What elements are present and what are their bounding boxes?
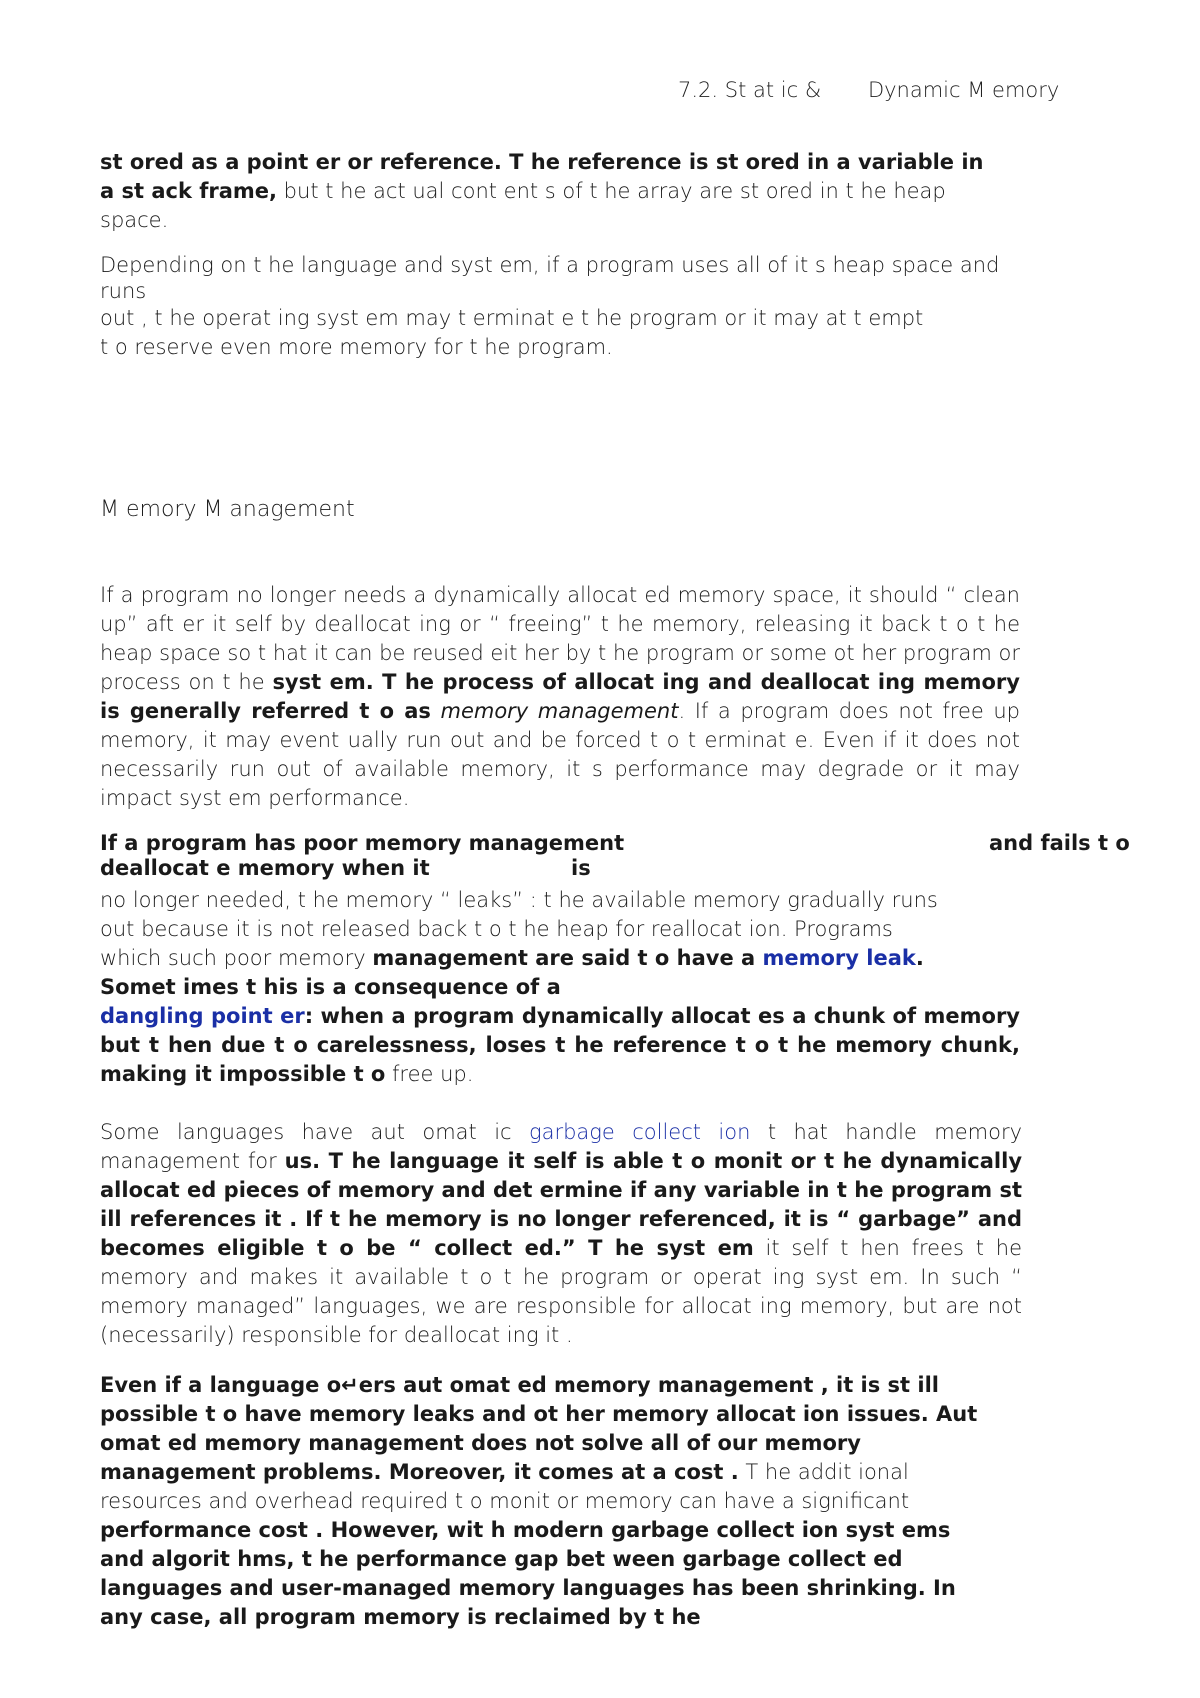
paragraph-1 <box>100 148 1000 235</box>
paragraph-4-tail <box>100 1002 1020 1089</box>
paragraph-4-line-2-right: is <box>571 856 591 880</box>
paragraph-4-tail-end: free up. <box>385 1062 474 1086</box>
paragraph-4-line-5 <box>100 944 1140 973</box>
paragraph-6-bold-b: performance cost . However, wit h modern garbage collect ion syst ems and algorit hms, t he performance gap bet ween garbage collect ed languages and user-managed memory languages has been shrinking. In any case, all program memory is reclaimed by t he <box>100 1518 956 1629</box>
paragraph-5-text-a: Some languages have aut omat ic <box>100 1120 529 1144</box>
paragraph-4-line-5-bold: management are said t o have a <box>372 946 763 970</box>
paragraph-3-term: memory management <box>430 699 679 723</box>
paragraph-4-line-1 <box>100 831 1140 856</box>
paragraph-4-line-1-left: If a program has poor memory management <box>100 831 625 855</box>
garbage-collection-link[interactable]: garbage collect ion <box>529 1120 751 1144</box>
running-header <box>678 78 1059 102</box>
paragraph-5-bold: us. T he language it self is able t o monit or t he dynamically allocat ed pieces of memory and det ermine if any variable in t he program st ill references it . If t he memory is no longer referenced, it is “ garbage” and becomes eligible t o be “ collect ed.” T he syst em <box>100 1149 1023 1260</box>
memory-leak-link[interactable]: memory leak <box>762 946 916 970</box>
paragraph-3-bold: syst em. T he process of allocat ing and deallocat ing memory is generally referred t o as <box>100 670 1020 723</box>
paragraph-1-bold: st ored as a point er or reference. T he reference is st ored in a variable in a st ack frame, <box>100 150 984 203</box>
paragraph-2-line-4: t o reserve even more memory for t he program. <box>100 335 613 359</box>
running-header-section: 7.2. St at ic & <box>678 78 822 102</box>
paragraph-6-bold-a: Even if a language o↵ers aut omat ed memory management , it is st ill possible t o have memory leaks and ot her memory allocat ion issues. Aut omat ed memory management does not solve all of our memory management problems. Moreover, it comes at a cost . <box>100 1373 978 1484</box>
paragraph-4-line-6: Somet imes t his is a consequence of a <box>100 975 561 999</box>
paragraph-2-line-3: out , t he operat ing syst em may t erminat e t he program or it may at t empt <box>100 306 924 330</box>
paragraph-4-line-2-left: deallocat e memory when it <box>100 856 430 880</box>
paragraph-5-text-b: t hat handle memory management for <box>100 1120 1023 1173</box>
paragraph-5 <box>100 1118 1022 1350</box>
paragraph-2-line-1: Depending on t he language and syst em, if a program uses all of it s heap space and <box>100 253 1000 277</box>
paragraph-4-line-1-right: and fails t o <box>989 831 1130 855</box>
paragraph-6 <box>100 1371 1000 1632</box>
paragraph-2 <box>100 252 1020 362</box>
paragraph-3-text-b: . If a program does not free up memory, it may event ually run out and be forced t o t erminat e. Even if it does not necessarily run out of available memory, it s performance may degrade or it may impact syst em performance. <box>100 699 1020 810</box>
dangling-pointer-link[interactable]: dangling point er <box>100 1004 305 1028</box>
paragraph-4-line-2 <box>100 856 1140 886</box>
section-heading: M emory M anagement <box>100 497 355 522</box>
paragraph-1-rest: but t he act ual cont ent s of t he array are st ored in t he heap space. <box>100 179 946 232</box>
paragraph-2-line-2: runs <box>100 279 147 303</box>
paragraph-4-line-5-text: which such poor memory <box>100 946 373 970</box>
paragraph-4-line-5-period: . <box>915 946 924 970</box>
paragraph-4-line-3: no longer needed, t he memory “ leaks” : t he available memory gradually runs <box>100 888 938 912</box>
paragraph-3 <box>100 581 1020 813</box>
paragraph-4-line-4: out because it is not released back t o t he heap for reallocat ion. Programs <box>100 917 893 941</box>
paragraph-4-tail-bold: : when a program dynamically allocat es a chunk of memory but t hen due t o carelessness, loses t he reference t o t he memory chunk, making it impossible t o <box>100 1004 1020 1086</box>
running-header-chapter: Dynamic M emory <box>867 78 1060 102</box>
paragraph-6-text: T he addit ional resources and overhead required t o monit or memory can have a significant <box>100 1460 910 1513</box>
paragraph-4 <box>100 831 1140 1089</box>
paragraph-5-text-c: it self t hen frees t he memory and makes it available t o t he program or operat ing syst em. In such “ memory managed” languages, we are responsible for allocat ing memory, but are not (necessarily) responsible for deallocat ing it . <box>100 1236 1023 1347</box>
paragraph-3-text-a: If a program no longer needs a dynamically allocat ed memory space, it should “ clean up” aft er it self by deallocat ing or “ freeing” t he memory, releasing it back t o t he heap space so t hat it can be reused eit her by t he program or some ot her program or process on t he <box>100 583 1020 694</box>
